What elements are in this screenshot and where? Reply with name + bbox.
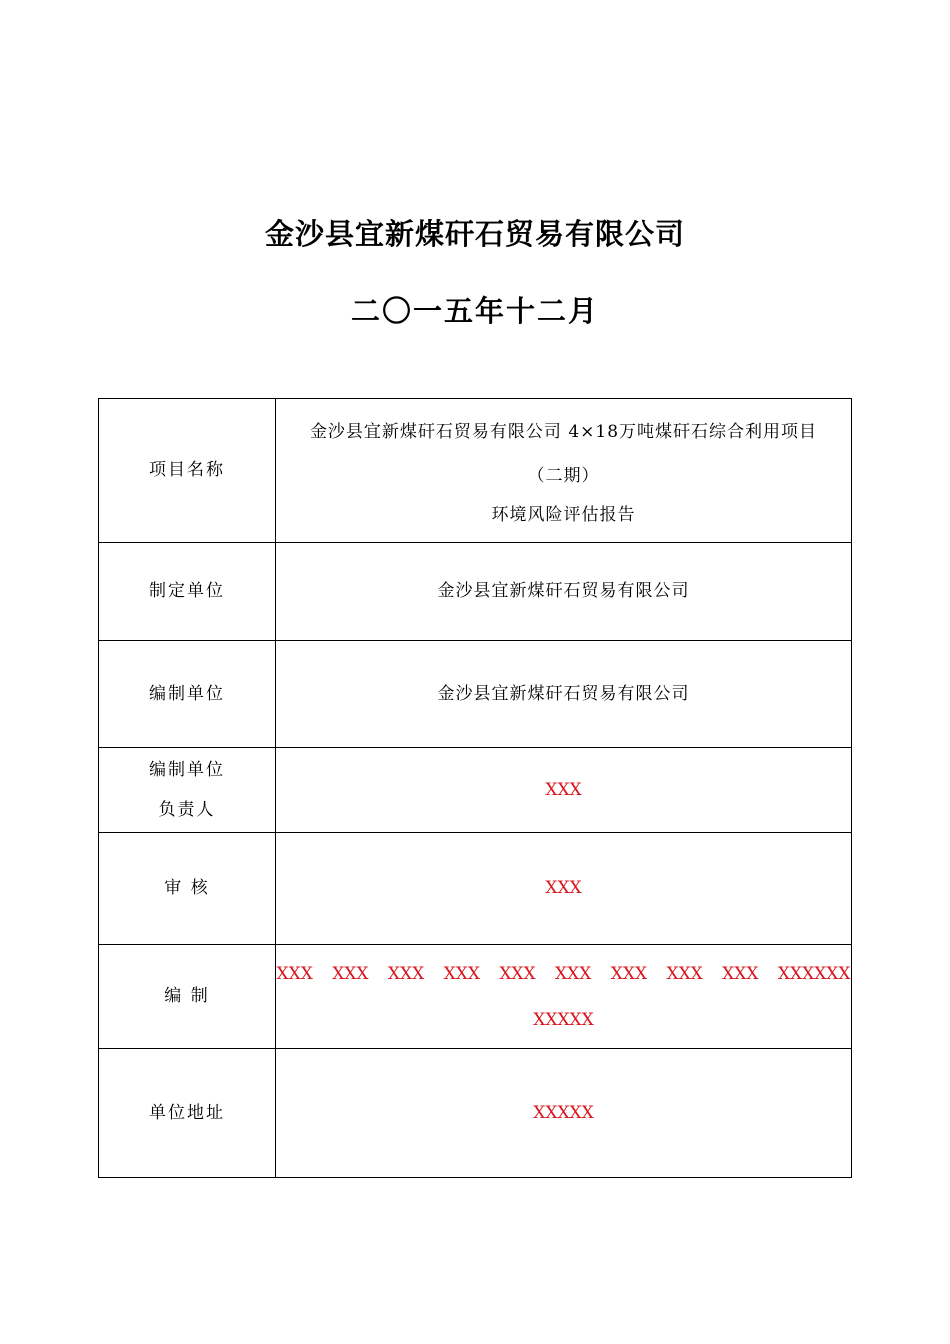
company-title: 金沙县宜新煤矸石贸易有限公司 <box>264 217 685 251</box>
table-row-authors <box>99 945 852 1049</box>
project-name-line-3: 环境风险评估报告 <box>491 504 636 525</box>
leader-label-line-1: 编制单位 <box>149 760 225 780</box>
issuer-value: 金沙县宜新煤矸石贸易有限公司 <box>276 543 852 641</box>
review-label: 审 核 <box>99 833 276 945</box>
authors-value <box>276 945 852 1049</box>
authors-line-1: XXX XXX XXX XXX XXX XXX XXX XXX XXX XXXXXX <box>276 963 851 984</box>
table-row-review <box>99 833 852 945</box>
project-name-line-1: 金沙县宜新煤矸石贸易有限公司 4×18万吨煤矸石综合利用项目 <box>309 421 818 442</box>
table-row-compiler <box>99 641 852 748</box>
address-value: XXXXX <box>276 1049 852 1178</box>
project-name-line-2: （二期） <box>527 465 600 486</box>
table-row-leader <box>99 748 852 833</box>
table-row-project-name <box>99 399 852 543</box>
issuer-label: 制定单位 <box>99 543 276 641</box>
compiler-label: 编制单位 <box>99 641 276 748</box>
report-date: 二〇一五年十二月 <box>350 294 599 328</box>
report-info-table <box>98 398 852 1178</box>
review-value: XXX <box>276 833 852 945</box>
table-row-address <box>99 1049 852 1178</box>
project-name-label: 项目名称 <box>99 399 276 543</box>
address-label: 单位地址 <box>99 1049 276 1178</box>
leader-value: XXX <box>276 748 852 833</box>
compiler-value: 金沙县宜新煤矸石贸易有限公司 <box>276 641 852 748</box>
leader-label-line-2: 负责人 <box>158 800 216 820</box>
table-row-issuer <box>99 543 852 641</box>
project-name-value <box>276 399 852 543</box>
leader-label <box>99 748 276 833</box>
authors-label: 编 制 <box>99 945 276 1049</box>
authors-line-2: XXXXX <box>533 1009 594 1030</box>
